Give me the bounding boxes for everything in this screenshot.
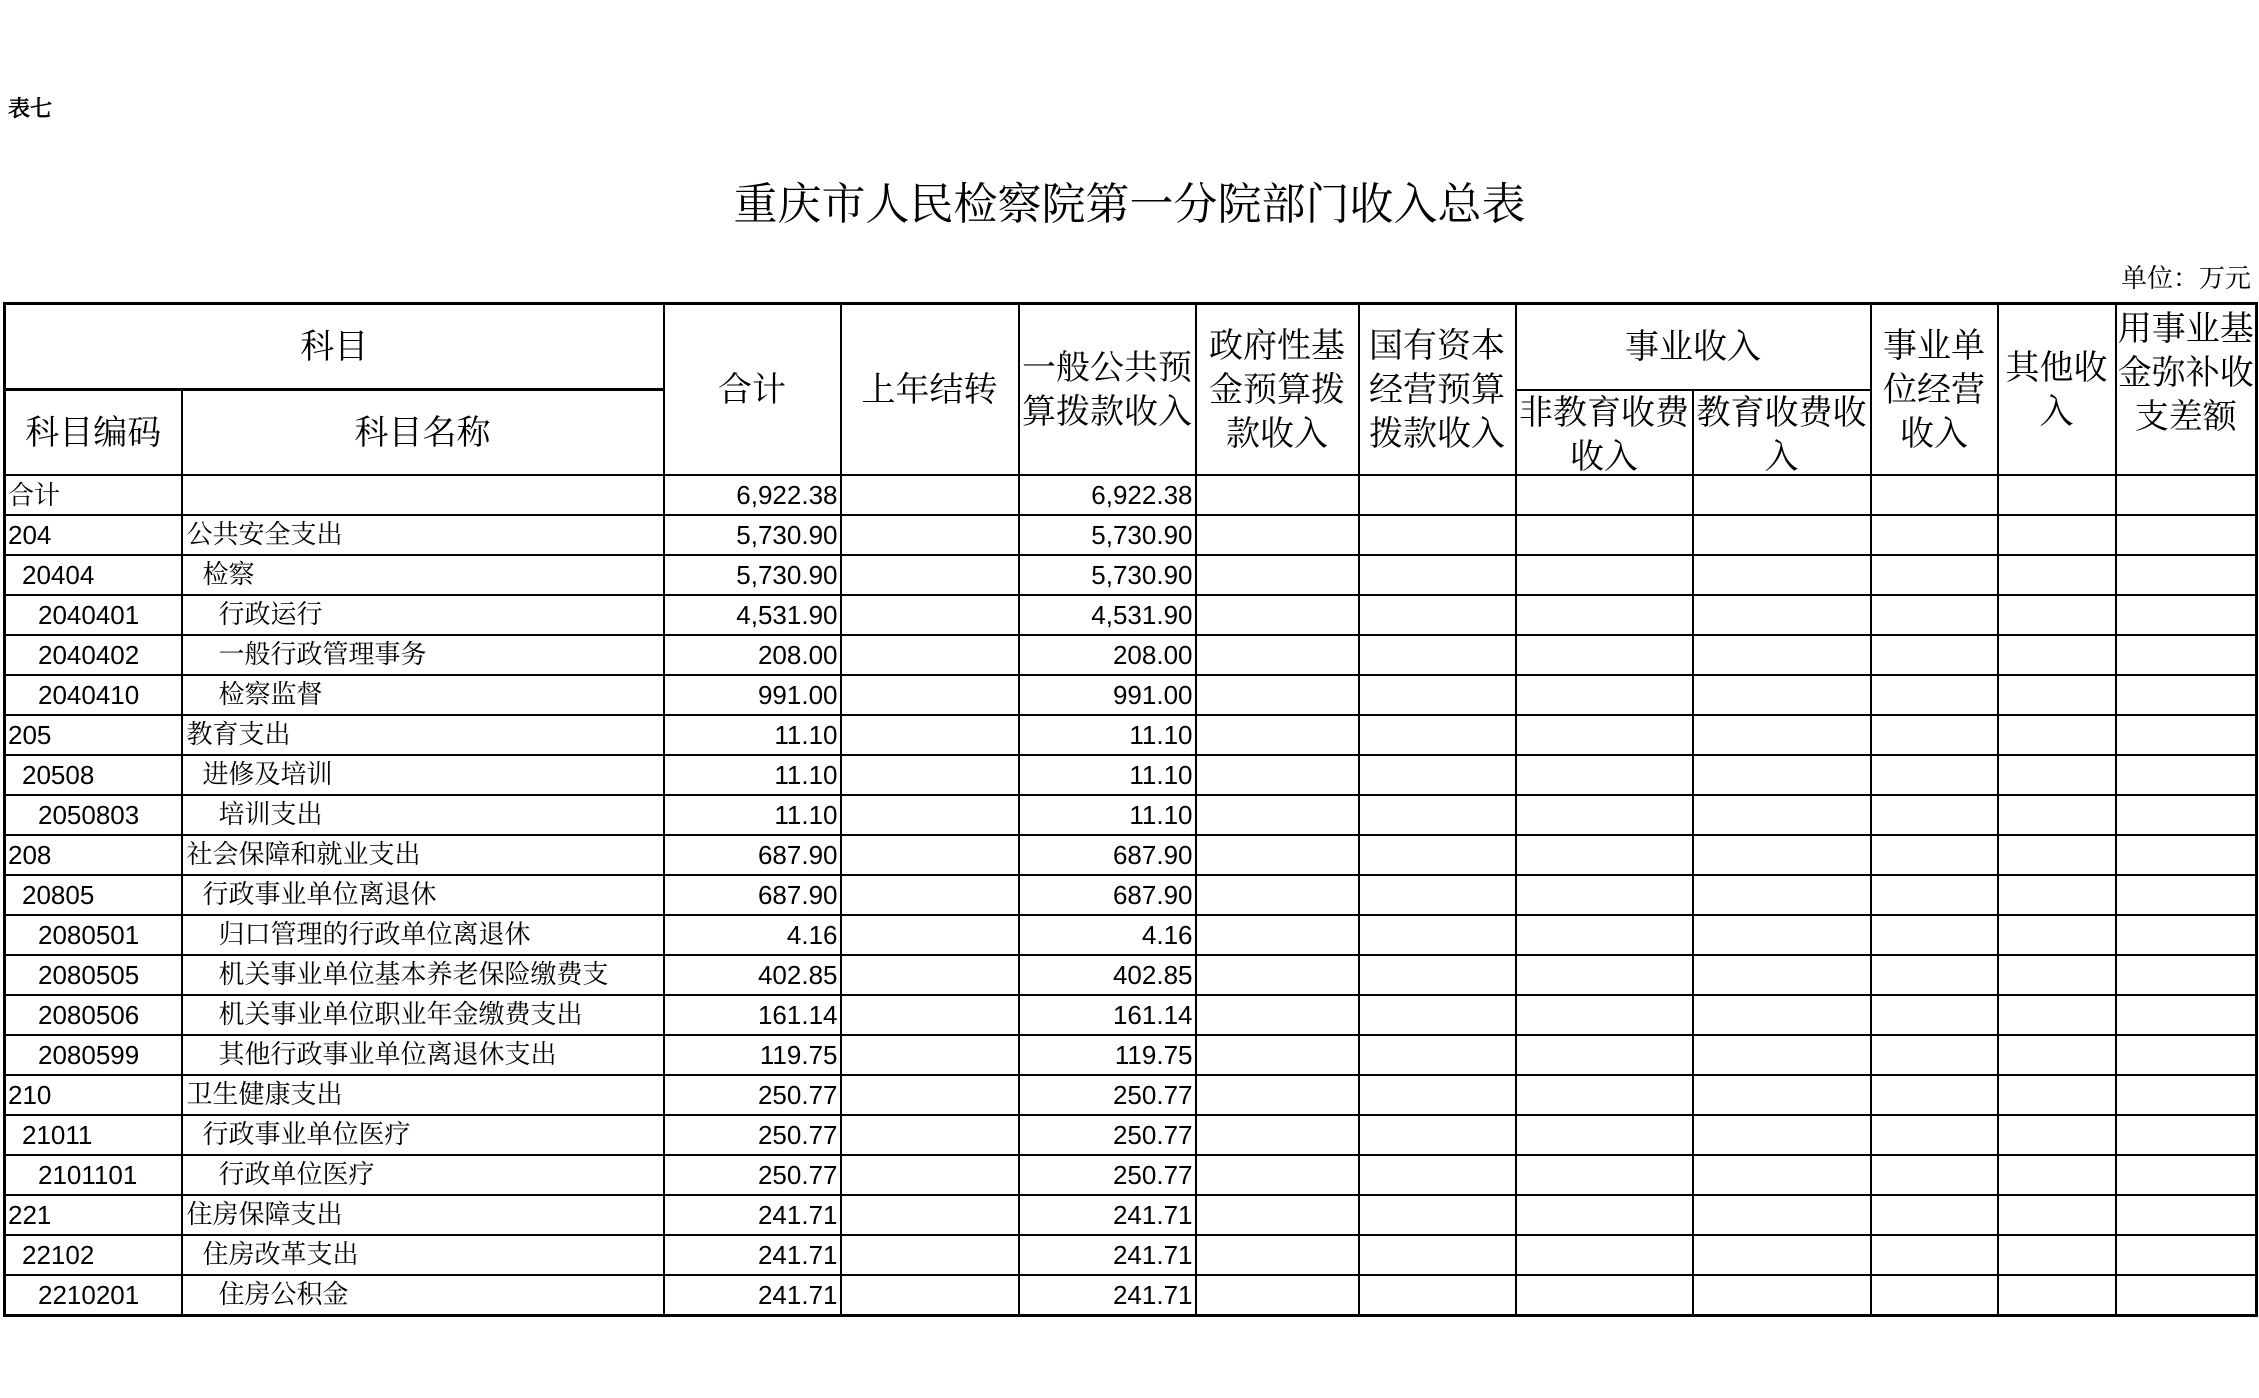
table-row <box>5 1235 2257 1275</box>
subject-code-cell: 2080501 <box>5 915 182 955</box>
total-cell: 250.77 <box>664 1075 841 1115</box>
general-budget-cell: 687.90 <box>1019 835 1196 875</box>
header-other-income: 其他收入 <box>1998 304 2116 476</box>
empty-cell <box>1693 755 1871 795</box>
empty-cell <box>1998 1235 2116 1275</box>
empty-cell <box>1359 475 1516 515</box>
empty-cell <box>2116 595 2257 635</box>
total-cell: 687.90 <box>664 875 841 915</box>
empty-cell <box>1359 915 1516 955</box>
empty-cell <box>1871 1075 1998 1115</box>
header-non-edu-fee: 非教育收费收入 <box>1516 390 1693 476</box>
carryover-cell <box>841 755 1019 795</box>
empty-cell <box>1516 955 1693 995</box>
header-unit-operating: 事业单位经营收入 <box>1871 304 1998 476</box>
total-cell: 119.75 <box>664 1035 841 1075</box>
general-budget-cell: 250.77 <box>1019 1115 1196 1155</box>
empty-cell <box>2116 755 2257 795</box>
empty-cell <box>1693 675 1871 715</box>
empty-cell <box>1693 1035 1871 1075</box>
empty-cell <box>1516 915 1693 955</box>
empty-cell <box>1359 515 1516 555</box>
subject-name-cell: 行政运行 <box>182 595 664 635</box>
empty-cell <box>1693 1235 1871 1275</box>
table-row <box>5 835 2257 875</box>
carryover-cell <box>841 1035 1019 1075</box>
table-row <box>5 1275 2257 1316</box>
header-carryover: 上年结转 <box>841 304 1019 476</box>
empty-cell <box>1871 1115 1998 1155</box>
subject-code-cell: 20404 <box>5 555 182 595</box>
empty-cell <box>1693 1075 1871 1115</box>
general-budget-cell: 250.77 <box>1019 1155 1196 1195</box>
empty-cell <box>1196 1035 1359 1075</box>
empty-cell <box>2116 1275 2257 1316</box>
header-total: 合计 <box>664 304 841 476</box>
subject-code-cell: 22102 <box>5 1235 182 1275</box>
subject-code-cell: 204 <box>5 515 182 555</box>
subject-name-cell: 机关事业单位职业年金缴费支出 <box>182 995 664 1035</box>
total-cell: 241.71 <box>664 1235 841 1275</box>
header-edu-fee: 教育收费收入 <box>1693 390 1871 476</box>
table-row <box>5 1195 2257 1235</box>
empty-cell <box>1693 595 1871 635</box>
carryover-cell <box>841 555 1019 595</box>
subject-code-cell: 208 <box>5 835 182 875</box>
subject-name-cell: 进修及培训 <box>182 755 664 795</box>
table-label: 表七 <box>8 97 53 122</box>
empty-cell <box>1998 995 2116 1035</box>
header-subject-name: 科目名称 <box>182 390 664 476</box>
subject-code-cell: 2040402 <box>5 635 182 675</box>
empty-cell <box>1693 795 1871 835</box>
empty-cell <box>1693 1155 1871 1195</box>
empty-cell <box>1196 675 1359 715</box>
empty-cell <box>2116 1115 2257 1155</box>
carryover-cell <box>841 515 1019 555</box>
subject-name-cell: 培训支出 <box>182 795 664 835</box>
empty-cell <box>1516 1275 1693 1316</box>
page-title: 重庆市人民检察院第一分院部门收入总表 <box>733 179 1526 230</box>
empty-cell <box>1359 995 1516 1035</box>
empty-cell <box>1196 1075 1359 1115</box>
header-gov-fund: 政府性基金预算拨款收入 <box>1196 304 1359 476</box>
subject-name-cell <box>182 475 664 515</box>
empty-cell <box>1998 715 2116 755</box>
empty-cell <box>2116 835 2257 875</box>
empty-cell <box>2116 515 2257 555</box>
empty-cell <box>1871 835 1998 875</box>
general-budget-cell: 161.14 <box>1019 995 1196 1035</box>
income-summary-table <box>3 302 2258 1317</box>
empty-cell <box>1998 795 2116 835</box>
empty-cell <box>1871 1195 1998 1235</box>
header-fund-balance: 用事业基金弥补收支差额 <box>2116 304 2257 476</box>
empty-cell <box>1998 1275 2116 1316</box>
empty-cell <box>1693 555 1871 595</box>
total-cell: 208.00 <box>664 635 841 675</box>
empty-cell <box>1359 955 1516 995</box>
table-row <box>5 475 2257 515</box>
empty-cell <box>1693 515 1871 555</box>
subject-name-cell: 住房公积金 <box>182 1275 664 1316</box>
empty-cell <box>1359 1115 1516 1155</box>
total-cell: 991.00 <box>664 675 841 715</box>
empty-cell <box>2116 1035 2257 1075</box>
empty-cell <box>1998 1155 2116 1195</box>
carryover-cell <box>841 1155 1019 1195</box>
empty-cell <box>1359 1075 1516 1115</box>
empty-cell <box>1998 1075 2116 1115</box>
empty-cell <box>2116 1155 2257 1195</box>
empty-cell <box>1998 515 2116 555</box>
empty-cell <box>1693 1115 1871 1155</box>
general-budget-cell: 241.71 <box>1019 1235 1196 1275</box>
subject-name-cell: 社会保障和就业支出 <box>182 835 664 875</box>
general-budget-cell: 4.16 <box>1019 915 1196 955</box>
empty-cell <box>2116 995 2257 1035</box>
total-cell: 11.10 <box>664 715 841 755</box>
subject-name-cell: 一般行政管理事务 <box>182 635 664 675</box>
empty-cell <box>1359 675 1516 715</box>
empty-cell <box>2116 635 2257 675</box>
empty-cell <box>1516 475 1693 515</box>
total-cell: 4.16 <box>664 915 841 955</box>
carryover-cell <box>841 795 1019 835</box>
empty-cell <box>1516 1195 1693 1235</box>
table-row <box>5 915 2257 955</box>
general-budget-cell: 6,922.38 <box>1019 475 1196 515</box>
total-cell: 402.85 <box>664 955 841 995</box>
general-budget-cell: 402.85 <box>1019 955 1196 995</box>
empty-cell <box>1516 835 1693 875</box>
general-budget-cell: 4,531.90 <box>1019 595 1196 635</box>
carryover-cell <box>841 955 1019 995</box>
empty-cell <box>1998 755 2116 795</box>
empty-cell <box>2116 875 2257 915</box>
empty-cell <box>1516 875 1693 915</box>
total-cell: 241.71 <box>664 1275 841 1316</box>
empty-cell <box>2116 555 2257 595</box>
empty-cell <box>1871 955 1998 995</box>
empty-cell <box>1998 635 2116 675</box>
empty-cell <box>1998 835 2116 875</box>
subject-name-cell: 卫生健康支出 <box>182 1075 664 1115</box>
empty-cell <box>1871 675 1998 715</box>
subject-code-cell: 210 <box>5 1075 182 1115</box>
general-budget-cell: 250.77 <box>1019 1075 1196 1115</box>
empty-cell <box>1998 1115 2116 1155</box>
empty-cell <box>1359 875 1516 915</box>
subject-name-cell: 行政事业单位离退休 <box>182 875 664 915</box>
empty-cell <box>1693 1195 1871 1235</box>
subject-name-cell: 住房保障支出 <box>182 1195 664 1235</box>
carryover-cell <box>841 995 1019 1035</box>
empty-cell <box>1196 715 1359 755</box>
empty-cell <box>1196 515 1359 555</box>
subject-code-cell: 21011 <box>5 1115 182 1155</box>
header-subject-code: 科目编码 <box>5 390 182 476</box>
empty-cell <box>1871 755 1998 795</box>
carryover-cell <box>841 875 1019 915</box>
subject-code-cell: 205 <box>5 715 182 755</box>
empty-cell <box>1998 675 2116 715</box>
empty-cell <box>1871 795 1998 835</box>
empty-cell <box>1359 1195 1516 1235</box>
subject-name-cell: 检察 <box>182 555 664 595</box>
empty-cell <box>1871 555 1998 595</box>
subject-code-cell: 2040401 <box>5 595 182 635</box>
carryover-cell <box>841 715 1019 755</box>
total-cell: 161.14 <box>664 995 841 1035</box>
carryover-cell <box>841 1235 1019 1275</box>
subject-name-cell: 机关事业单位基本养老保险缴费支 <box>182 955 664 995</box>
empty-cell <box>1516 595 1693 635</box>
total-cell: 241.71 <box>664 1195 841 1235</box>
empty-cell <box>1196 835 1359 875</box>
table-row <box>5 955 2257 995</box>
empty-cell <box>1359 1275 1516 1316</box>
empty-cell <box>1871 1275 1998 1316</box>
empty-cell <box>2116 915 2257 955</box>
carryover-cell <box>841 1115 1019 1155</box>
total-cell: 11.10 <box>664 755 841 795</box>
empty-cell <box>1998 475 2116 515</box>
empty-cell <box>2116 715 2257 755</box>
subject-name-cell: 归口管理的行政单位离退休 <box>182 915 664 955</box>
total-cell: 6,922.38 <box>664 475 841 515</box>
empty-cell <box>1196 475 1359 515</box>
empty-cell <box>1693 1275 1871 1316</box>
carryover-cell <box>841 1195 1019 1235</box>
empty-cell <box>1871 875 1998 915</box>
empty-cell <box>1196 1235 1359 1275</box>
subject-code-cell: 2080599 <box>5 1035 182 1075</box>
empty-cell <box>1196 595 1359 635</box>
empty-cell <box>1998 955 2116 995</box>
empty-cell <box>2116 1075 2257 1115</box>
table-row <box>5 875 2257 915</box>
empty-cell <box>1871 1035 1998 1075</box>
empty-cell <box>1196 915 1359 955</box>
empty-cell <box>1871 635 1998 675</box>
empty-cell <box>2116 675 2257 715</box>
general-budget-cell: 11.10 <box>1019 755 1196 795</box>
carryover-cell <box>841 835 1019 875</box>
carryover-cell <box>841 675 1019 715</box>
empty-cell <box>1196 635 1359 675</box>
subject-code-cell: 2050803 <box>5 795 182 835</box>
subject-code-cell: 221 <box>5 1195 182 1235</box>
empty-cell <box>1693 475 1871 515</box>
empty-cell <box>1516 555 1693 595</box>
empty-cell <box>1516 715 1693 755</box>
empty-cell <box>1998 915 2116 955</box>
table-row <box>5 635 2257 675</box>
subject-code-cell: 2080506 <box>5 995 182 1035</box>
header-subject: 科目 <box>5 304 664 390</box>
subject-code-cell: 2080505 <box>5 955 182 995</box>
empty-cell <box>1359 795 1516 835</box>
empty-cell <box>1516 515 1693 555</box>
total-cell: 5,730.90 <box>664 515 841 555</box>
subject-name-cell: 其他行政事业单位离退休支出 <box>182 1035 664 1075</box>
table-row <box>5 1115 2257 1155</box>
empty-cell <box>1359 1235 1516 1275</box>
empty-cell <box>1998 1195 2116 1235</box>
empty-cell <box>1516 795 1693 835</box>
general-budget-cell: 11.10 <box>1019 795 1196 835</box>
carryover-cell <box>841 915 1019 955</box>
empty-cell <box>1359 835 1516 875</box>
empty-cell <box>1359 595 1516 635</box>
empty-cell <box>1998 1035 2116 1075</box>
empty-cell <box>1196 1155 1359 1195</box>
general-budget-cell: 241.71 <box>1019 1195 1196 1235</box>
empty-cell <box>1998 875 2116 915</box>
subject-code-cell: 20508 <box>5 755 182 795</box>
empty-cell <box>2116 1195 2257 1235</box>
empty-cell <box>1516 1235 1693 1275</box>
unit-label: 单位：万元 <box>2120 264 2251 294</box>
empty-cell <box>1693 875 1871 915</box>
subject-name-cell: 教育支出 <box>182 715 664 755</box>
table-row <box>5 995 2257 1035</box>
empty-cell <box>1516 1035 1693 1075</box>
general-budget-cell: 5,730.90 <box>1019 555 1196 595</box>
table-row <box>5 555 2257 595</box>
empty-cell <box>1871 475 1998 515</box>
empty-cell <box>1516 995 1693 1035</box>
empty-cell <box>1693 835 1871 875</box>
empty-cell <box>1871 1155 1998 1195</box>
empty-cell <box>1693 635 1871 675</box>
empty-cell <box>1516 1155 1693 1195</box>
subject-name-cell: 行政事业单位医疗 <box>182 1115 664 1155</box>
carryover-cell <box>841 1275 1019 1316</box>
table-row <box>5 1155 2257 1195</box>
empty-cell <box>1359 715 1516 755</box>
table-row <box>5 515 2257 555</box>
empty-cell <box>1998 555 2116 595</box>
empty-cell <box>1516 755 1693 795</box>
table-row <box>5 795 2257 835</box>
subject-code-cell: 2210201 <box>5 1275 182 1316</box>
empty-cell <box>1516 635 1693 675</box>
header-business-income: 事业收入 <box>1516 304 1871 390</box>
header-state-capital: 国有资本经营预算拨款收入 <box>1359 304 1516 476</box>
subject-name-cell: 检察监督 <box>182 675 664 715</box>
table-row <box>5 715 2257 755</box>
empty-cell <box>1196 1275 1359 1316</box>
table-row <box>5 595 2257 635</box>
total-cell: 250.77 <box>664 1155 841 1195</box>
general-budget-cell: 5,730.90 <box>1019 515 1196 555</box>
empty-cell <box>1998 595 2116 635</box>
subject-code-cell: 合计 <box>5 475 182 515</box>
header-general-budget: 一般公共预算拨款收入 <box>1019 304 1196 476</box>
subject-code-cell: 2040410 <box>5 675 182 715</box>
empty-cell <box>1516 675 1693 715</box>
empty-cell <box>1693 915 1871 955</box>
empty-cell <box>1196 875 1359 915</box>
empty-cell <box>1516 1115 1693 1155</box>
carryover-cell <box>841 635 1019 675</box>
table-row <box>5 675 2257 715</box>
table-row <box>5 1035 2257 1075</box>
empty-cell <box>1871 995 1998 1035</box>
empty-cell <box>1196 555 1359 595</box>
general-budget-cell: 241.71 <box>1019 1275 1196 1316</box>
empty-cell <box>2116 795 2257 835</box>
empty-cell <box>2116 475 2257 515</box>
empty-cell <box>1196 1115 1359 1155</box>
empty-cell <box>1359 555 1516 595</box>
empty-cell <box>1693 955 1871 995</box>
general-budget-cell: 991.00 <box>1019 675 1196 715</box>
empty-cell <box>1359 1155 1516 1195</box>
empty-cell <box>1871 595 1998 635</box>
subject-name-cell: 住房改革支出 <box>182 1235 664 1275</box>
empty-cell <box>1359 635 1516 675</box>
empty-cell <box>1871 715 1998 755</box>
subject-code-cell: 20805 <box>5 875 182 915</box>
empty-cell <box>1196 995 1359 1035</box>
total-cell: 11.10 <box>664 795 841 835</box>
subject-code-cell: 2101101 <box>5 1155 182 1195</box>
empty-cell <box>2116 955 2257 995</box>
empty-cell <box>1871 515 1998 555</box>
empty-cell <box>1196 755 1359 795</box>
general-budget-cell: 687.90 <box>1019 875 1196 915</box>
total-cell: 687.90 <box>664 835 841 875</box>
total-cell: 5,730.90 <box>664 555 841 595</box>
subject-name-cell: 行政单位医疗 <box>182 1155 664 1195</box>
table-row <box>5 755 2257 795</box>
total-cell: 250.77 <box>664 1115 841 1155</box>
subject-name-cell: 公共安全支出 <box>182 515 664 555</box>
empty-cell <box>1693 715 1871 755</box>
carryover-cell <box>841 595 1019 635</box>
empty-cell <box>1359 1035 1516 1075</box>
empty-cell <box>1196 955 1359 995</box>
total-cell: 4,531.90 <box>664 595 841 635</box>
empty-cell <box>1871 1235 1998 1275</box>
empty-cell <box>1359 755 1516 795</box>
general-budget-cell: 119.75 <box>1019 1035 1196 1075</box>
empty-cell <box>1693 995 1871 1035</box>
empty-cell <box>2116 1235 2257 1275</box>
empty-cell <box>1196 1195 1359 1235</box>
general-budget-cell: 11.10 <box>1019 715 1196 755</box>
general-budget-cell: 208.00 <box>1019 635 1196 675</box>
empty-cell <box>1196 795 1359 835</box>
empty-cell <box>1516 1075 1693 1115</box>
carryover-cell <box>841 475 1019 515</box>
carryover-cell <box>841 1075 1019 1115</box>
table-row <box>5 1075 2257 1115</box>
empty-cell <box>1871 915 1998 955</box>
